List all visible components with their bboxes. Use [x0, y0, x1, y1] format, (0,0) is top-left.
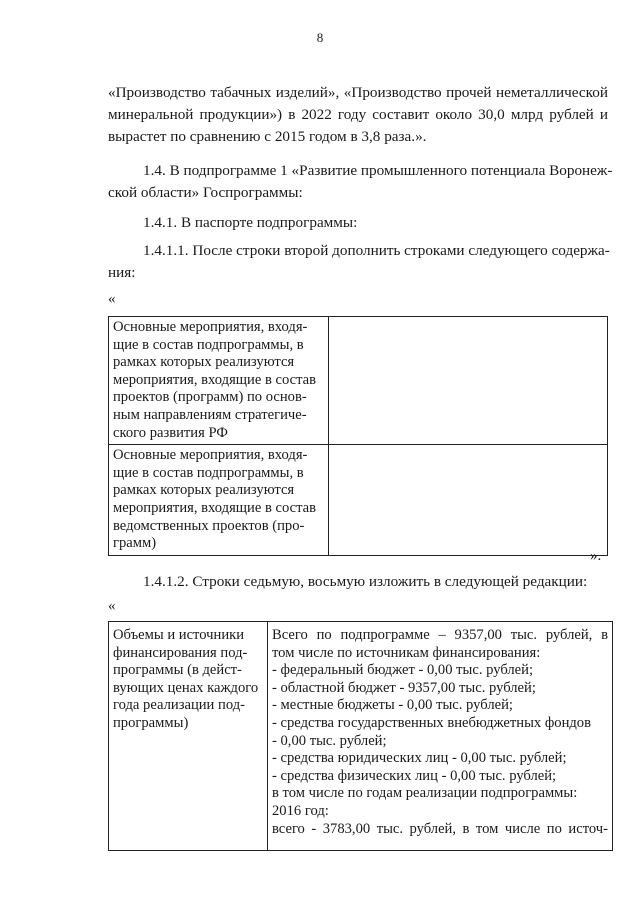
table2-value-line-3: - федеральный бюджет - 0,00 тыс. рублей;: [272, 662, 534, 679]
section-1-4-1-1-line-1: 1.4.1.1. После строки второй дополнить строками следующего содержа-: [143, 242, 610, 259]
intro-paragraph: [108, 82, 608, 148]
section-1-4-1-1-line-2: ния:: [108, 264, 136, 281]
table1-row1-line-2: щие в состав подпрограммы, в: [113, 336, 304, 353]
table1-row1-value: [329, 317, 608, 445]
table2-value-line-2: том числе по источникам финансирования:: [272, 644, 541, 661]
table2-value-line-9: - средства физических лиц - 0,00 тыс. рублей;: [272, 767, 557, 784]
section-1-4-1: 1.4.1. В паспорте подпрограммы:: [143, 214, 358, 231]
table2-value-line-6: - средства государственных внебюджетных фондов: [272, 714, 591, 731]
page-number: 8: [316, 30, 324, 45]
table1-row1-line-6: ным направлениям стратегиче-: [113, 406, 307, 423]
table2-label: [109, 622, 268, 851]
table1-row1-line-5: проектов (программ) по основ-: [113, 389, 307, 406]
close-quote-1: ».: [590, 548, 602, 564]
table2-value-line-1: Всего по подпрограмме – 9357,00 тыс. рублей, в: [272, 627, 608, 643]
table-row: [109, 445, 608, 556]
table1-row2-label: [109, 445, 329, 556]
intro-line-1: «Производство табачных изделий», «Производство прочей неметаллической: [108, 84, 608, 101]
table1-row1-line-7: ского развития РФ: [113, 424, 228, 441]
table2-value-line-5: - местные бюджеты - 0,00 тыс. рублей;: [272, 697, 513, 714]
table2-value-line-10: в том числе по годам реализации подпрограммы:: [272, 785, 578, 802]
table1-row2-line-4: мероприятия, входящие в состав: [113, 499, 317, 516]
intro-line-2: минеральной продукции») в 2022 году составит около 30,0 млрд рублей и: [108, 106, 608, 123]
table2-label-line-3: программы (в дейст-: [113, 662, 242, 679]
table2-value-line-11: 2016 год:: [272, 802, 329, 819]
section-1-4-line-1: 1.4. В подпрограмме 1 «Развитие промышленного потенциала Воронеж-: [143, 162, 613, 179]
table1-row1-line-4: мероприятия, входящие в состав: [113, 371, 317, 388]
open-quote-1: «: [108, 291, 116, 307]
section-1-4-1-2: 1.4.1.2. Строки седьмую, восьмую изложить в следующей редакции:: [143, 573, 588, 590]
table2-label-line-4: вующих ценах каждого: [113, 679, 259, 696]
table1-row2-value: [329, 445, 608, 556]
table2-label-line-5: года реализации под-: [113, 697, 245, 714]
table2-value-line-8: - средства юридических лиц - 0,00 тыс. рублей;: [272, 750, 567, 767]
section-1-4: [108, 160, 613, 204]
table2-value: [268, 622, 613, 851]
table-financing: [108, 621, 613, 851]
table2-label-line-2: финансирования под-: [113, 644, 248, 661]
table2-label-line-6: программы): [113, 714, 189, 731]
table1-row2-line-5: ведомственных проектов (про-: [113, 517, 305, 534]
section-1-4-line-2: ской области» Госпрограммы:: [108, 184, 303, 201]
intro-line-3: вырастет по сравнению с 2015 годом в 3,8 раза.».: [108, 128, 427, 145]
table2-value-line-12: всего - 3783,00 тыс. рублей, в том числе по источ-: [272, 820, 608, 837]
section-1-4-1-1: [108, 240, 608, 284]
table1-row2-line-2: щие в состав подпрограммы, в: [113, 464, 304, 481]
table1-row1-line-1: Основные мероприятия, входя-: [113, 319, 308, 335]
table-row: [109, 622, 613, 851]
table2-value-line-4: - областной бюджет - 9357,00 тыс. рублей;: [272, 679, 536, 696]
open-quote-2: «: [108, 598, 116, 614]
table1-row2-line-6: грамм): [113, 535, 157, 552]
table1-row1-label: [109, 317, 329, 445]
table1-row2-line-3: рамках которых реализуются: [113, 482, 295, 499]
table2-label-line-1: Объемы и источники: [113, 627, 245, 643]
table1-row1-line-3: рамках которых реализуются: [113, 354, 295, 371]
table1-row2-line-1: Основные мероприятия, входя-: [113, 447, 308, 464]
table-row: [109, 317, 608, 445]
table2-value-line-7: - 0,00 тыс. рублей;: [272, 732, 387, 749]
table-passport-rows: [108, 316, 608, 556]
